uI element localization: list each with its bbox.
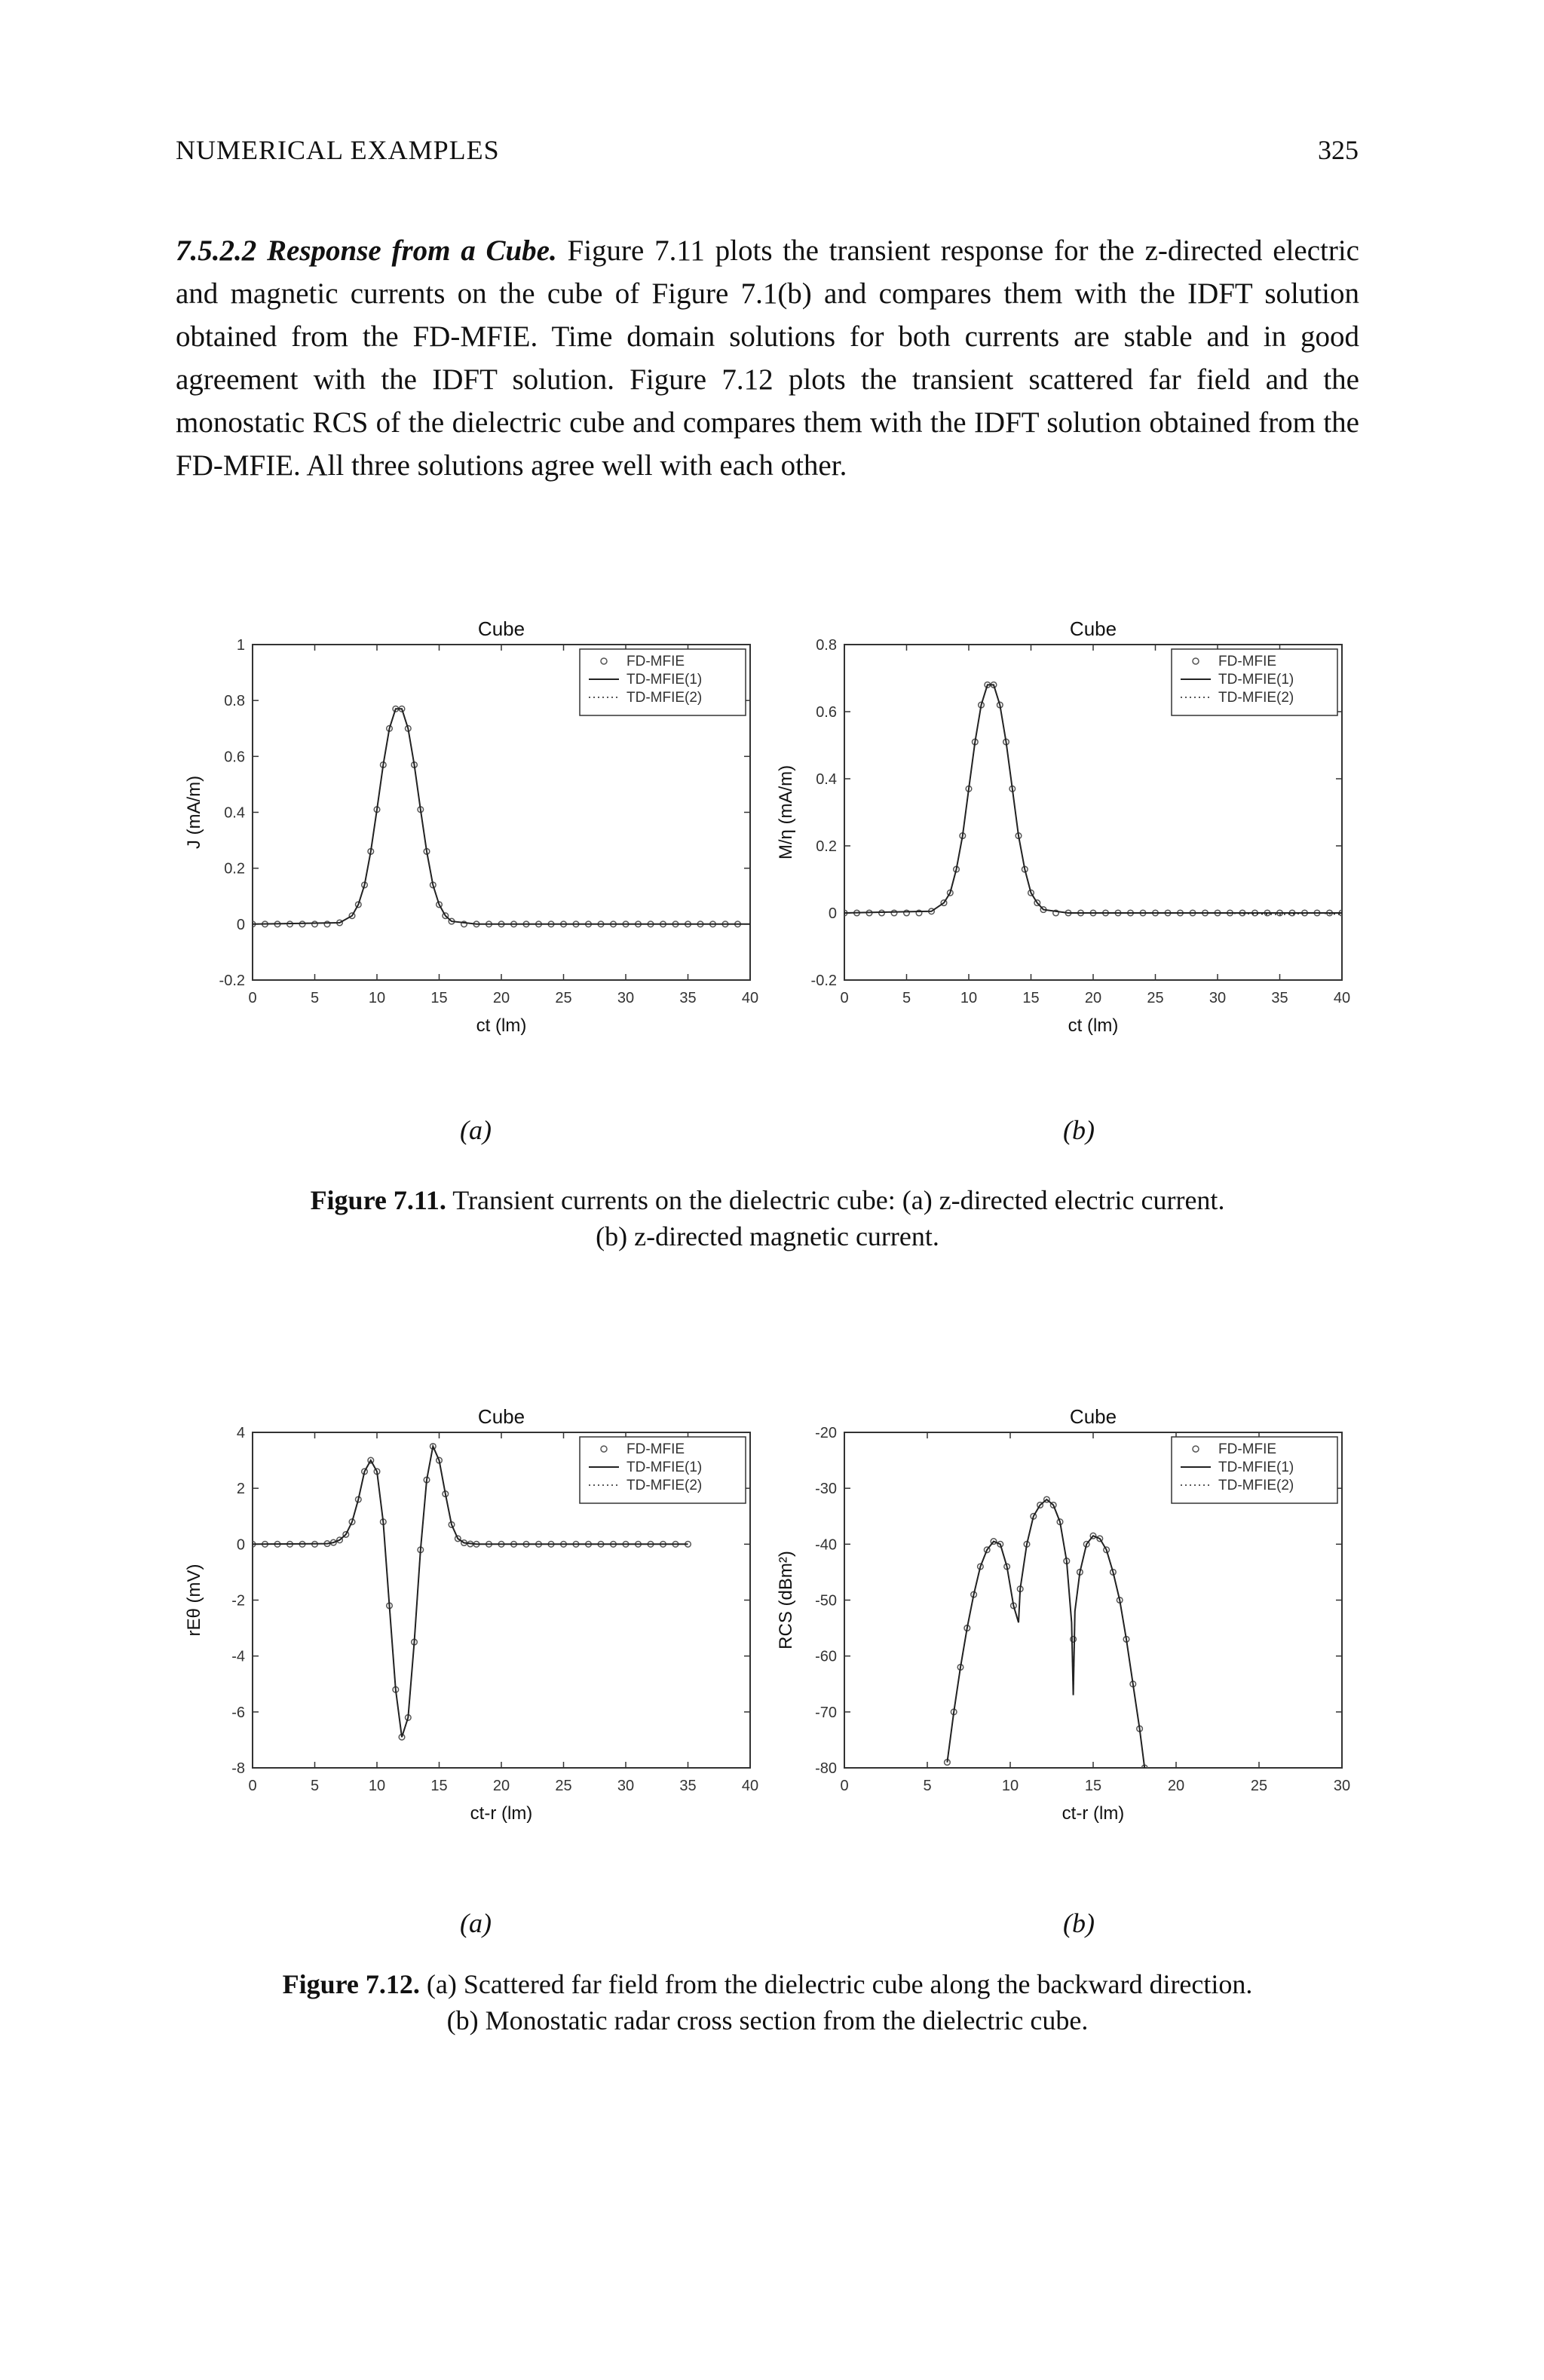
x-tick-label: 35 (679, 990, 697, 1006)
chart-fig712b (761, 1402, 1357, 1862)
legend (1172, 1437, 1337, 1503)
chart-group (776, 1405, 1350, 1824)
x-tick-label: 35 (679, 1778, 697, 1794)
x-axis-label: ct-r (lm) (1062, 1803, 1125, 1824)
y-tick-label: 0.6 (816, 704, 837, 721)
data-point-FD-MFIE (324, 921, 330, 927)
legend-label-TD-MFIE(2): TD-MFIE(2) (1218, 1478, 1294, 1493)
x-tick-label: 15 (430, 1778, 448, 1794)
caption-label-712: Figure 7.12. (282, 1969, 420, 1999)
x-tick-label: 5 (902, 990, 911, 1006)
figure-caption-711 (176, 1182, 1359, 1254)
caption-label-711: Figure 7.11. (310, 1185, 446, 1215)
caption-text-711-2: (b) z-directed magnetic current. (596, 1221, 939, 1251)
x-tick-label: 30 (1333, 1778, 1351, 1794)
x-tick-label: 0 (248, 1778, 257, 1794)
y-tick-label: -80 (815, 1760, 837, 1777)
chart-group (184, 617, 758, 1036)
series-line-TD-MFIE(2) (844, 685, 1342, 914)
data-point-FD-MFIE (312, 921, 318, 927)
chart-title: Cube (477, 1405, 525, 1428)
subfigure-label-711a: (a) (460, 1115, 492, 1145)
y-tick-label: -60 (815, 1648, 837, 1665)
figure-caption-712 (176, 1966, 1359, 2038)
section-paragraph: Figure 7.11 plots the transient response for the z-directed electric and magnetic currents on the cube of Figure 7.1(b) and compares them with the IDFT solution obtained from the FD-MFIE. Time domain solutions for both currents are stable and in good agreement with the IDFT solution. Figure 7.12 plots the transient scattered far field and the monostatic RCS of the dielectric cube and compares them with the IDFT solution obtained from the FD-MFIE. All three solutions agree well with each other. (176, 234, 1359, 482)
legend-label-FD-MFIE: FD-MFIE (626, 654, 685, 669)
legend (1172, 649, 1337, 715)
x-tick-label: 25 (555, 1778, 572, 1794)
y-axis-label: rEθ (mV) (184, 1564, 204, 1637)
x-axis-label: ct (lm) (476, 1015, 527, 1036)
y-axis-label: RCS (dBm²) (776, 1551, 796, 1649)
series-line-TD-MFIE(1) (844, 685, 1342, 913)
series-group (841, 682, 1345, 916)
legend-label-TD-MFIE(1): TD-MFIE(1) (1218, 672, 1294, 688)
chart-title: Cube (477, 617, 525, 640)
x-tick-label: 10 (368, 1778, 386, 1794)
plot-fig712b (761, 1402, 1357, 1862)
x-tick-label: 0 (840, 1778, 849, 1794)
caption-line-712-1 (176, 1966, 1359, 2002)
x-tick-label: 0 (840, 990, 849, 1006)
x-tick-label: 5 (923, 1778, 932, 1794)
series-line-TD-MFIE(1) (253, 709, 750, 924)
legend-label-FD-MFIE: FD-MFIE (1218, 1441, 1277, 1457)
data-point-FD-MFIE (891, 910, 897, 916)
y-axis-label: J (mA/m) (184, 775, 204, 850)
series-line-TD-MFIE(2) (253, 709, 750, 924)
chart-title: Cube (1069, 617, 1117, 640)
y-tick-label: 0.2 (224, 860, 245, 878)
x-tick-label: 10 (1001, 1778, 1019, 1794)
y-tick-label: 0.6 (224, 749, 245, 766)
caption-text-712-2: (b) Monostatic radar cross section from the dielectric cube. (446, 2005, 1089, 2035)
x-tick-label: 15 (1022, 990, 1040, 1006)
data-point-FD-MFIE (904, 910, 910, 916)
x-tick-label: 35 (1271, 990, 1288, 1006)
chart-fig712a (170, 1402, 765, 1862)
y-tick-label: 0.8 (816, 637, 837, 654)
legend-label-FD-MFIE: FD-MFIE (1218, 654, 1277, 669)
x-tick-label: 30 (617, 1778, 635, 1794)
running-title: NUMERICAL EXAMPLES (176, 135, 500, 165)
y-tick-label: -50 (815, 1592, 837, 1610)
x-tick-label: 20 (1167, 1778, 1185, 1794)
x-tick-label: 5 (310, 990, 320, 1006)
legend-label-TD-MFIE(2): TD-MFIE(2) (1218, 690, 1294, 706)
y-tick-label: -70 (815, 1704, 837, 1721)
y-tick-label: -2 (231, 1592, 245, 1610)
y-tick-label: 0.4 (816, 771, 837, 788)
y-tick-label: -40 (815, 1536, 837, 1554)
y-tick-label: -0.2 (219, 973, 245, 989)
y-tick-label: -30 (815, 1481, 837, 1498)
x-tick-label: 40 (741, 990, 759, 1006)
y-tick-label: 0.2 (816, 838, 837, 855)
legend-label-TD-MFIE(1): TD-MFIE(1) (1218, 1460, 1294, 1475)
y-tick-label: 0 (236, 1536, 245, 1554)
x-axis-label: ct-r (lm) (470, 1803, 533, 1824)
x-tick-label: 15 (1084, 1778, 1102, 1794)
x-tick-label: 15 (430, 990, 448, 1006)
x-tick-label: 20 (492, 990, 510, 1006)
y-tick-label: 0.8 (224, 693, 245, 710)
series-group (250, 706, 750, 927)
legend-label-TD-MFIE(2): TD-MFIE(2) (626, 1478, 703, 1493)
section-heading: 7.5.2.2 Response from a Cube. (176, 234, 557, 267)
y-tick-label: -4 (231, 1648, 245, 1665)
subfigure-label-712b: (b) (1063, 1908, 1095, 1938)
x-tick-label: 10 (368, 990, 386, 1006)
plot-fig712a (170, 1402, 765, 1862)
chart-fig711b (761, 614, 1357, 1074)
caption-text-712-1: (a) Scattered far field from the dielectric cube along the backward direction. (426, 1969, 1253, 1999)
x-tick-label: 40 (1333, 990, 1351, 1006)
caption-line-711-1 (176, 1182, 1359, 1218)
x-tick-label: 30 (617, 990, 635, 1006)
series-line-TD-MFIE(1) (947, 1499, 1144, 1768)
series-group (945, 1496, 1147, 1771)
x-tick-label: 20 (492, 1778, 510, 1794)
y-tick-label: -0.2 (810, 973, 837, 989)
chart-fig711a (170, 614, 765, 1074)
legend-label-FD-MFIE: FD-MFIE (626, 1441, 685, 1457)
x-tick-label: 40 (741, 1778, 759, 1794)
x-tick-label: 5 (310, 1778, 320, 1794)
x-tick-label: 25 (1147, 990, 1164, 1006)
legend (580, 649, 746, 715)
page-number: 325 (1318, 135, 1359, 165)
subfigure-label-711b: (b) (1063, 1115, 1095, 1145)
chart-title: Cube (1069, 1405, 1117, 1428)
y-tick-label: 0 (828, 905, 837, 922)
y-axis-label: M/η (mA/m) (776, 764, 796, 860)
legend-label-TD-MFIE(1): TD-MFIE(1) (626, 1460, 703, 1475)
y-tick-label: -8 (231, 1760, 245, 1777)
legend-label-TD-MFIE(2): TD-MFIE(2) (626, 690, 703, 706)
legend (580, 1437, 746, 1503)
x-tick-label: 25 (555, 990, 572, 1006)
x-tick-label: 0 (248, 990, 257, 1006)
chart-group (776, 617, 1350, 1036)
x-axis-label: ct (lm) (1068, 1015, 1119, 1036)
y-tick-label: 4 (236, 1425, 245, 1441)
plot-fig711b (761, 614, 1357, 1074)
series-line-TD-MFIE(2) (947, 1499, 1144, 1768)
y-tick-label: -20 (815, 1425, 837, 1441)
caption-text-711-1: Transient currents on the dielectric cube: (a) z-directed electric current. (452, 1185, 1225, 1215)
subfigure-label-712a: (a) (460, 1908, 492, 1938)
x-tick-label: 20 (1084, 990, 1102, 1006)
y-tick-label: 2 (236, 1481, 245, 1498)
plot-fig711a (170, 614, 765, 1074)
x-tick-label: 30 (1209, 990, 1227, 1006)
chart-group (184, 1405, 758, 1824)
x-tick-label: 10 (960, 990, 978, 1006)
y-tick-label: 0.4 (224, 804, 245, 822)
section-paragraph-block (176, 229, 1359, 487)
x-tick-label: 25 (1250, 1778, 1268, 1794)
y-tick-label: 1 (236, 637, 245, 654)
y-tick-label: 0 (236, 916, 245, 933)
y-tick-label: -6 (231, 1704, 245, 1721)
legend-label-TD-MFIE(1): TD-MFIE(1) (626, 672, 703, 688)
